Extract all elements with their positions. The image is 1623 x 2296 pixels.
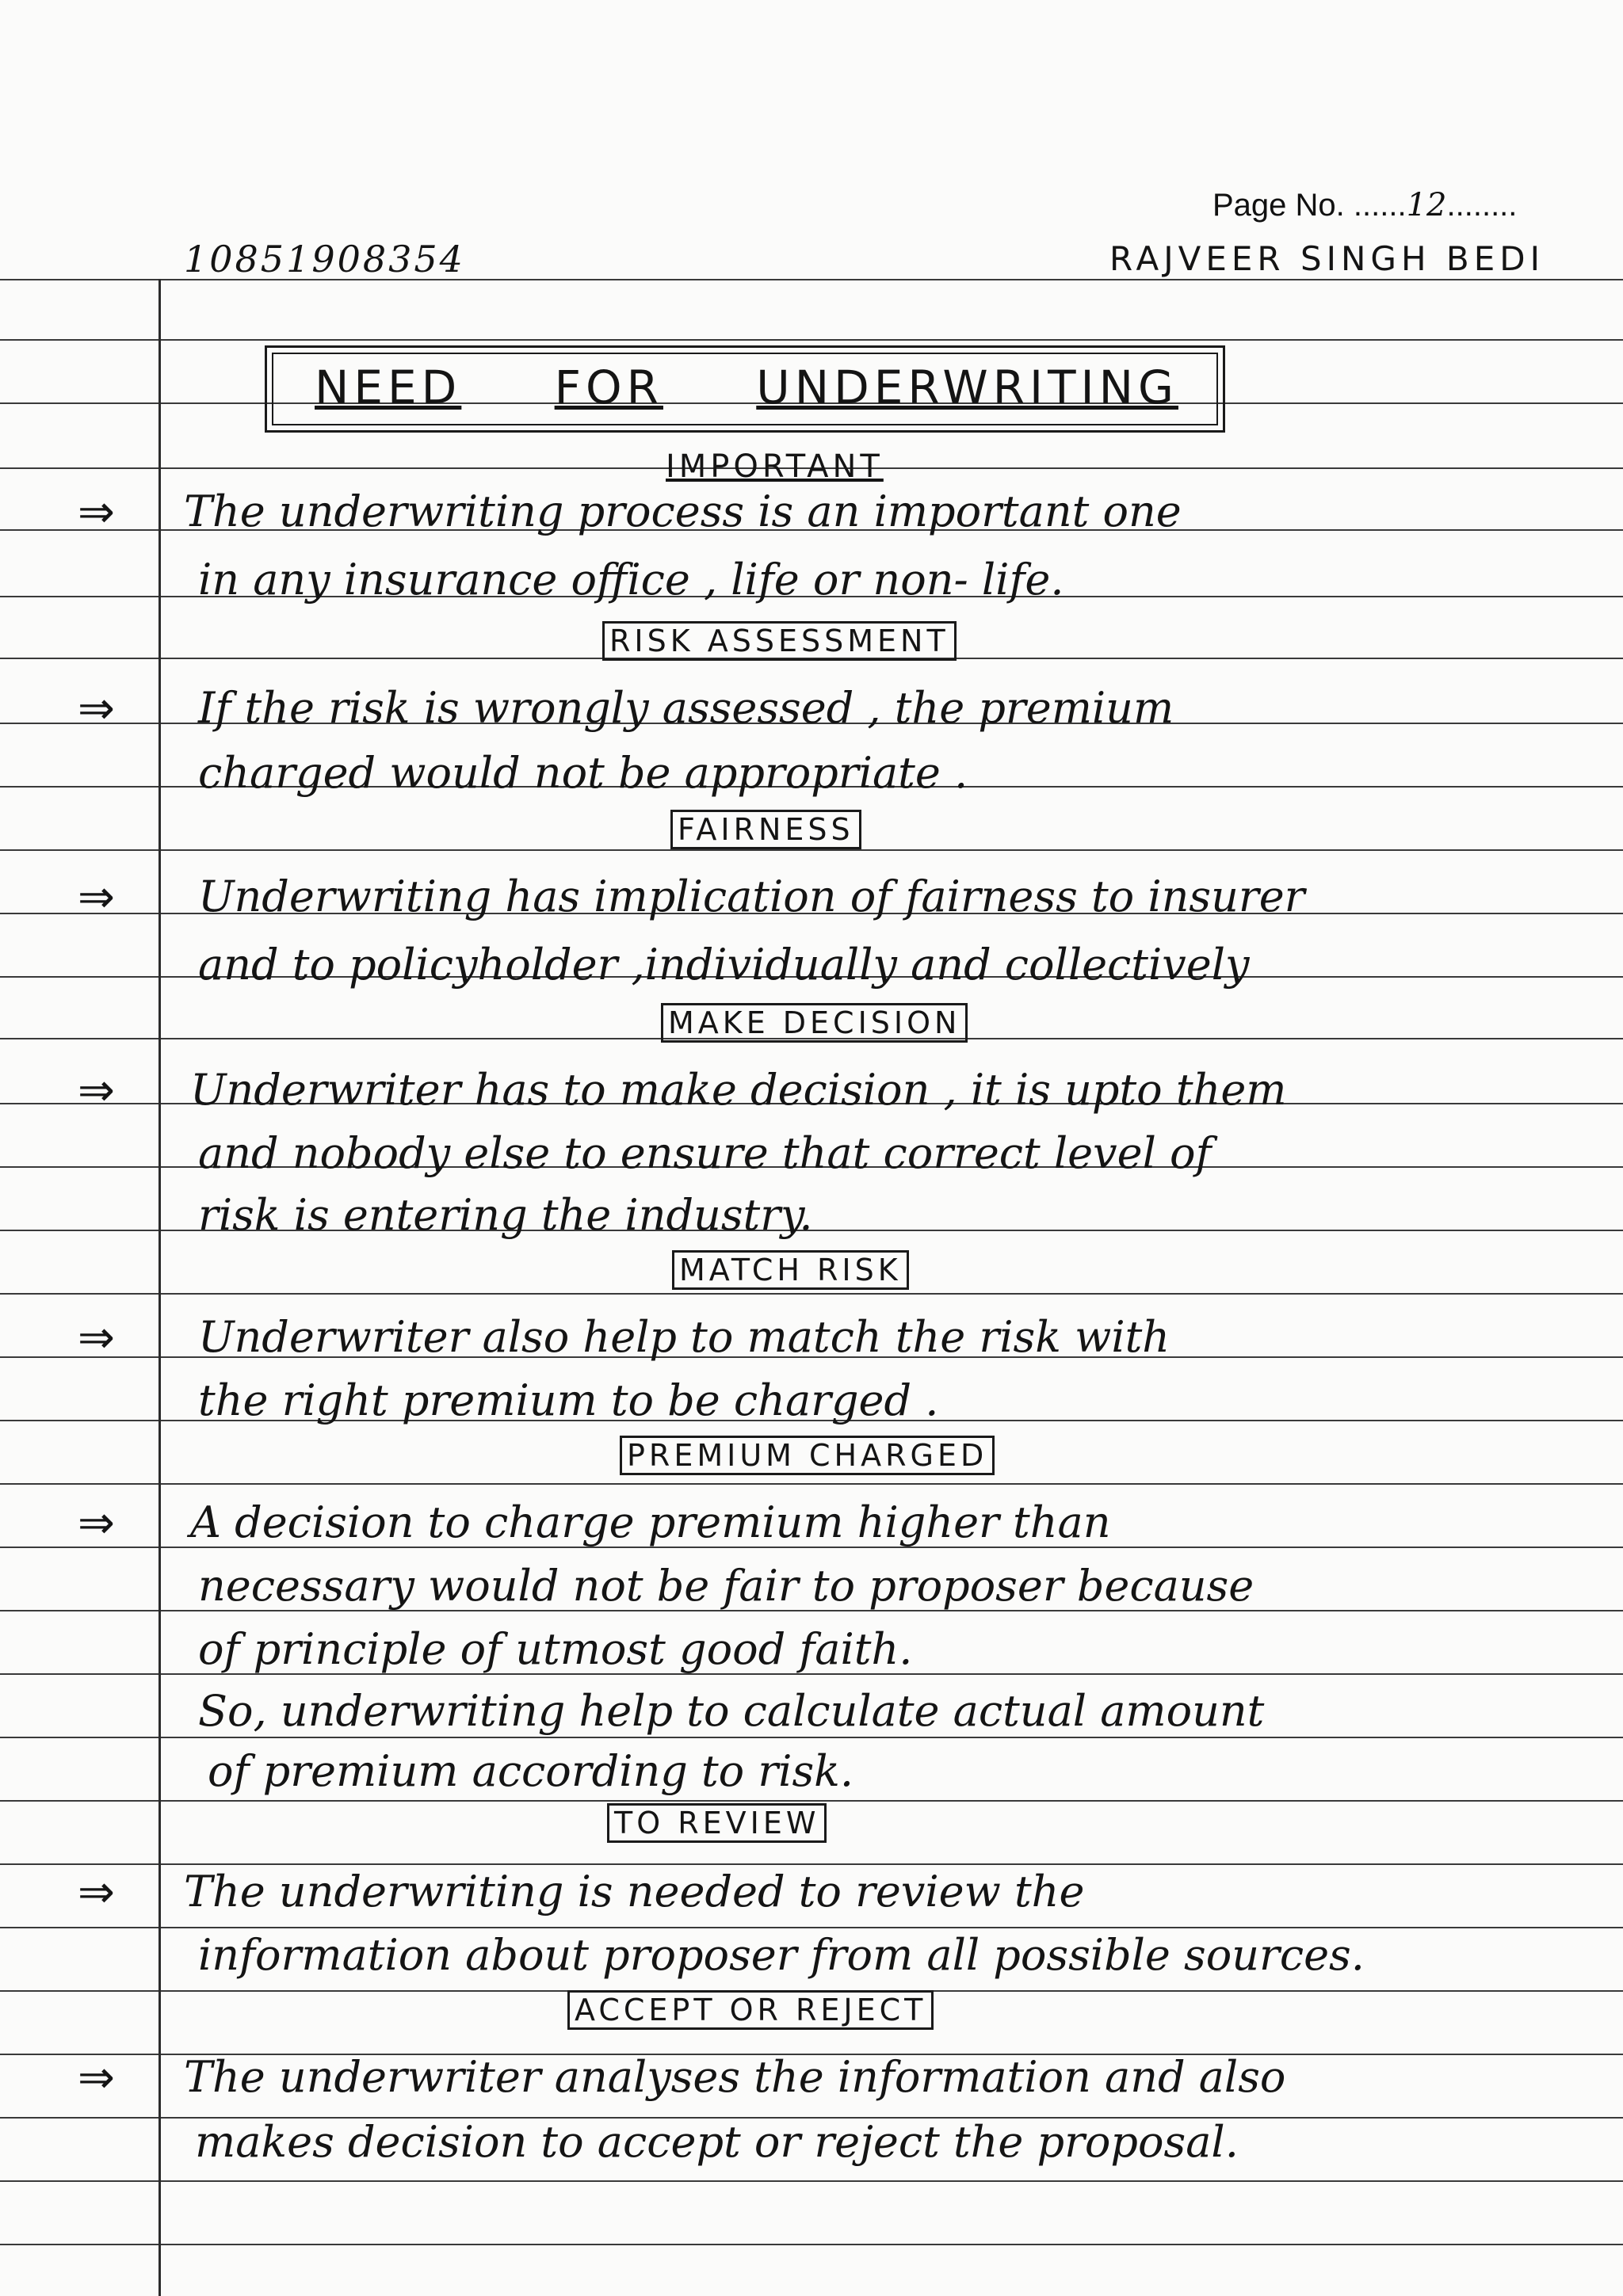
note-line: of premium according to risk. xyxy=(208,1746,854,1796)
margin-line xyxy=(158,279,161,2296)
arrow-icon: ⇒ xyxy=(78,871,115,923)
note-line: of principle of utmost good faith. xyxy=(198,1624,913,1674)
rule-line xyxy=(0,1800,1623,1802)
rule-line xyxy=(0,2244,1623,2245)
note-line: Underwriter has to make decision , it is upto them xyxy=(190,1065,1287,1115)
rule-line xyxy=(0,849,1623,851)
note-line: makes decision to accept or reject the proposal. xyxy=(195,2117,1239,2167)
rule-line xyxy=(0,339,1623,341)
note-line: The underwriting is needed to review the xyxy=(184,1867,1085,1917)
roll-number: 10851908354 xyxy=(184,238,465,280)
section-heading: PREMIUM CHARGED xyxy=(620,1436,995,1475)
title-word: FOR xyxy=(554,360,663,414)
note-line: Underwriting has implication of fairness to insurer xyxy=(198,871,1305,921)
note-line: information about proposer from all possible sources. xyxy=(198,1930,1365,1980)
note-line: necessary would not be fair to proposer because xyxy=(198,1561,1254,1611)
arrow-icon: ⇒ xyxy=(78,2052,115,2103)
note-line: So, underwriting help to calculate actual amount xyxy=(198,1686,1265,1736)
rule-line xyxy=(0,1927,1623,1928)
section-heading: MAKE DECISION xyxy=(661,1003,968,1043)
student-name: RAJVEER SINGH BEDI xyxy=(1109,239,1545,278)
arrow-icon: ⇒ xyxy=(78,1867,115,1918)
note-line: the right premium to be charged . xyxy=(198,1375,939,1425)
rule-line xyxy=(0,1483,1623,1485)
note-line: risk is entering the industry. xyxy=(198,1190,813,1240)
arrow-icon: ⇒ xyxy=(78,683,115,734)
section-heading: MATCH RISK xyxy=(672,1250,909,1290)
note-line: charged would not be appropriate . xyxy=(198,748,968,798)
note-line: The underwriter analyses the information and also xyxy=(184,2052,1286,2102)
note-line: If the risk is wrongly assessed , the premium xyxy=(198,683,1174,733)
title-word: NEED xyxy=(315,360,462,414)
rule-line xyxy=(0,1293,1623,1295)
arrow-icon: ⇒ xyxy=(78,1065,115,1116)
section-heading: ACCEPT OR REJECT xyxy=(567,1990,934,2030)
arrow-icon: ⇒ xyxy=(78,1312,115,1363)
title-word: UNDERWRITING xyxy=(756,360,1178,414)
rule-line xyxy=(0,2180,1623,2182)
section-heading: FAIRNESS xyxy=(670,810,861,849)
section-heading: TO REVIEW xyxy=(607,1803,827,1843)
page-title xyxy=(265,345,1225,433)
note-line: and to policyholder ,individually and collectively xyxy=(198,940,1250,990)
section-heading: IMPORTANT xyxy=(666,448,884,485)
note-line: Underwriter also help to match the risk with xyxy=(198,1312,1170,1362)
note-line: in any insurance office , life or non- life. xyxy=(198,555,1064,605)
arrow-icon: ⇒ xyxy=(78,486,115,538)
rule-line xyxy=(0,1863,1623,1865)
section-heading: RISK ASSESSMENT xyxy=(602,621,957,661)
page-number: Page No. ......12........ xyxy=(1212,187,1518,223)
note-line: and nobody else to ensure that correct level of xyxy=(198,1128,1212,1178)
note-line: A decision to charge premium higher than xyxy=(190,1497,1111,1547)
arrow-icon: ⇒ xyxy=(78,1497,115,1549)
rule-line xyxy=(0,1737,1623,1738)
note-line: The underwriting process is an important one xyxy=(184,486,1182,536)
